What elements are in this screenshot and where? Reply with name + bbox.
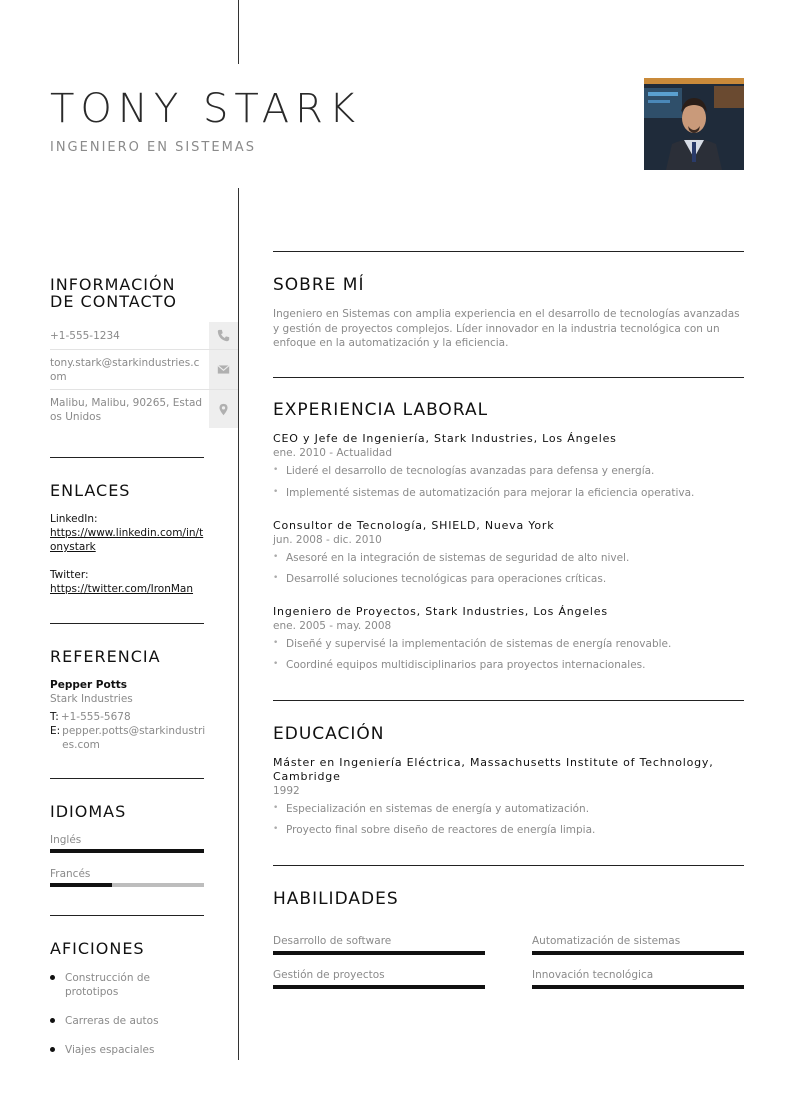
bullet-dot-icon — [50, 975, 55, 980]
reference-phone-line — [50, 710, 210, 724]
envelope-icon — [209, 350, 238, 389]
hobbies-heading: AFICIONES — [50, 939, 145, 958]
phone-icon — [209, 322, 238, 349]
languages-heading: IDIOMAS — [50, 802, 127, 821]
about-text: Ingeniero en Sistemas con amplia experiencia en el desarrollo de tecnologías avanzadas y gestión de proyectos complejos. Líder innovador en la industria tecnológica con un enfoque en la automatización y la eficiencia. — [273, 308, 740, 349]
reference-name: Pepper Potts — [50, 679, 128, 691]
education-degree: Máster en Ingeniería Eléctrica, Massachusetts Institute of Technology, Cambridge — [273, 756, 714, 783]
reference-email-line — [50, 724, 210, 752]
skill-level-bar — [532, 985, 744, 989]
reference-phone: +1-555-5678 — [60, 711, 131, 723]
language-name: Francés — [50, 868, 91, 880]
contact-phone-row — [50, 322, 238, 350]
reference-phone-label: T: — [50, 711, 59, 723]
twitter-label: Twitter: — [50, 569, 89, 581]
contact-address-row — [50, 390, 238, 428]
sidebar-divider — [50, 778, 204, 779]
education-bullet: • Especialización en sistemas de energía y automatización. — [273, 803, 744, 815]
job-dates: ene. 2010 - Actualidad — [273, 447, 393, 459]
skill-name: Innovación tecnológica — [532, 969, 654, 981]
job-bullet: • Implementé sistemas de automatización para mejorar la eficiencia operativa. — [273, 487, 744, 499]
section-divider — [273, 700, 744, 701]
hobby-item: Viajes espaciales — [50, 1043, 210, 1057]
hobby-item: Carreras de autos — [50, 1014, 210, 1028]
about-heading: SOBRE MÍ — [273, 275, 365, 295]
skill-level-bar — [532, 951, 744, 955]
education-heading: EDUCACIÓN — [273, 724, 385, 744]
job-dates: jun. 2008 - dic. 2010 — [273, 534, 382, 546]
links-list — [50, 512, 204, 596]
language-level-bar — [50, 849, 204, 853]
job-title: Ingeniero de Proyectos, Stark Industries, Los Ángeles — [273, 605, 608, 618]
language-level-bar — [50, 883, 204, 887]
reference-block — [50, 678, 210, 752]
job-dates: ene. 2005 - may. 2008 — [273, 620, 392, 632]
section-divider — [273, 377, 744, 378]
experience-heading: EXPERIENCIA LABORAL — [273, 400, 489, 420]
sidebar-divider — [50, 915, 204, 916]
language-name: Inglés — [50, 834, 82, 846]
candidate-role: INGENIERO EN SISTEMAS — [50, 140, 256, 155]
linkedin-link[interactable]: https://www.linkedin.com/in/tonystark — [50, 527, 204, 553]
education-year: 1992 — [273, 785, 300, 797]
job-bullet: • Lideré el desarrollo de tecnologías avanzadas para defensa y energía. — [273, 465, 744, 477]
job-title: CEO y Jefe de Ingeniería, Stark Industries, Los Ángeles — [273, 432, 617, 445]
section-divider — [273, 251, 744, 252]
job-bullet: • Asesoré en la integración de sistemas de seguridad de alto nivel. — [273, 552, 744, 564]
section-divider — [273, 865, 744, 866]
bullet-dot-icon — [50, 1018, 55, 1023]
profile-photo — [644, 78, 744, 170]
links-heading: ENLACES — [50, 481, 131, 500]
reference-heading: REFERENCIA — [50, 647, 161, 666]
job-bullet: • Desarrollé soluciones tecnológicas para operaciones críticas. — [273, 573, 744, 585]
skill-level-bar — [273, 985, 485, 989]
contact-email: tony.stark@starkindustries.com — [50, 357, 200, 383]
education-bullet: • Proyecto final sobre diseño de reactores de energía limpia. — [273, 824, 744, 836]
sidebar-divider — [50, 457, 204, 458]
contact-phone: +1-555-1234 — [50, 330, 120, 342]
hobby-item: Construcción de prototipos — [50, 971, 170, 999]
contact-email-row — [50, 350, 238, 390]
skills-heading: HABILIDADES — [273, 889, 399, 909]
reference-email-label: E: — [50, 725, 61, 737]
job-bullet: • Diseñé y supervisé la implementación de sistemas de energía renovable. — [273, 638, 744, 650]
linkedin-label: LinkedIn: — [50, 513, 98, 525]
sidebar-divider — [50, 623, 204, 624]
twitter-link[interactable]: https://twitter.com/IronMan — [50, 583, 194, 595]
skill-name: Desarrollo de software — [273, 935, 392, 947]
contact-address: Malibu, Malibu, 90265, Estados Unidos — [50, 397, 203, 423]
job-bullet: • Coordiné equipos multidisciplinarios para proyectos internacionales. — [273, 659, 744, 671]
location-pin-icon — [209, 390, 238, 428]
skill-name: Gestión de proyectos — [273, 969, 385, 981]
skill-level-bar — [273, 951, 485, 955]
bullet-dot-icon — [50, 1047, 55, 1052]
top-divider-line — [238, 0, 239, 64]
skill-name: Automatización de sistemas — [532, 935, 681, 947]
contact-heading: INFORMACIÓN DE CONTACTO — [50, 275, 177, 311]
reference-company: Stark Industries — [50, 693, 133, 705]
candidate-name: TONY STARK — [50, 86, 362, 132]
column-divider-line — [238, 188, 239, 1060]
reference-email: pepper.potts@starkindustries.com — [62, 725, 206, 751]
job-title: Consultor de Tecnología, SHIELD, Nueva York — [273, 519, 555, 532]
